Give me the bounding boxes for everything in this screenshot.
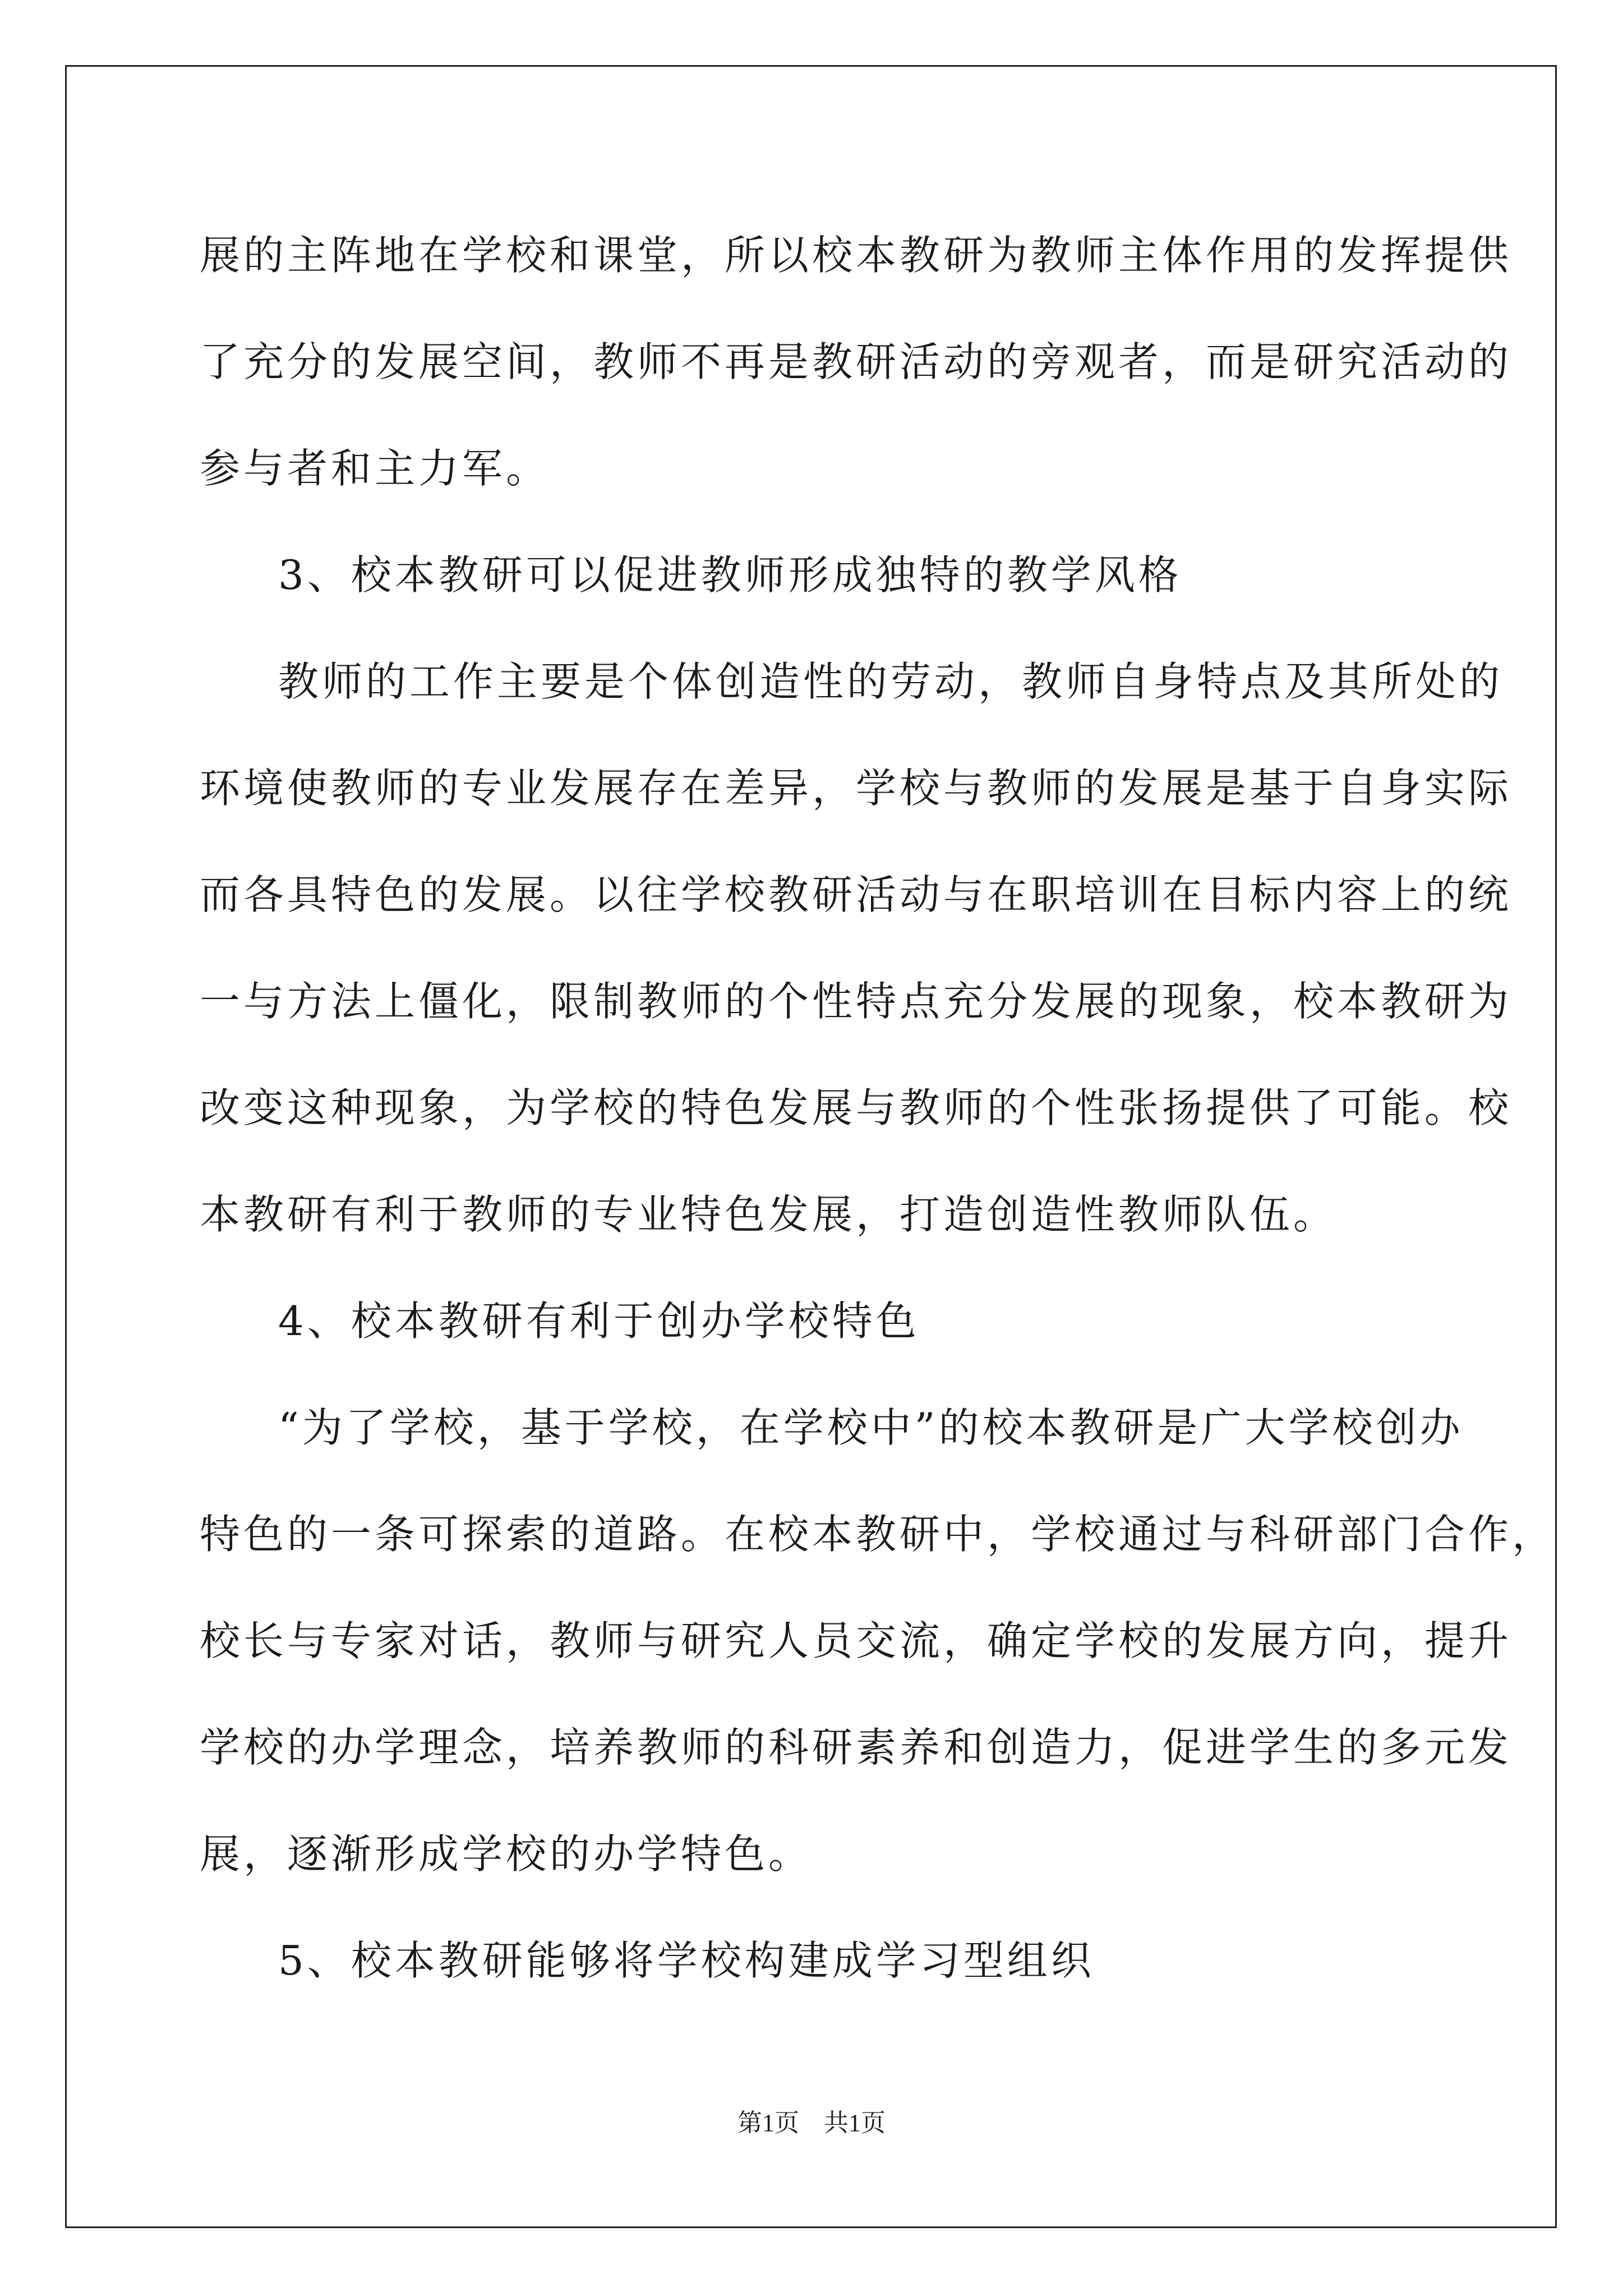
text-line: 环境使教师的专业发展存在差异，学校与教师的发展是基于自身实际 — [200, 765, 1513, 812]
paragraph-start: “为了学校，基于学校，在学校中”的校本教研是广大学校创办 — [278, 1404, 1464, 1451]
text-line: 而各具特色的发展。以往学校教研活动与在职培训在目标内容上的统 — [200, 871, 1513, 918]
document-body — [200, 202, 1556, 2014]
page-footer — [0, 2102, 1623, 2138]
section-heading-3: 3、校本教研可以促进教师形成独特的教学风格 — [278, 551, 1182, 599]
text-line: 改变这种现象，为学校的特色发展与教师的个性张扬提供了可能。校 — [200, 1084, 1513, 1131]
text-line: 参与者和主力军。 — [200, 445, 550, 492]
text-line: 展的主阵地在学校和课堂，所以校本教研为教师主体作用的发挥提供 — [200, 232, 1513, 279]
text-line: 展，逐渐形成学校的办学特色。 — [200, 1830, 813, 1878]
page-number: 第1页 — [737, 2109, 799, 2137]
section-heading-5: 5、校本教研能够将学校构建成学习型组织 — [278, 1937, 1095, 1984]
text-line: 学校的办学理念，培养教师的科研素养和创造力，促进学生的多元发 — [200, 1724, 1513, 1771]
page-total: 共1页 — [824, 2109, 886, 2137]
text-line: 一与方法上僵化，限制教师的个性特点充分发展的现象，校本教研为 — [200, 978, 1513, 1025]
section-heading-4: 4、校本教研有利于创办学校特色 — [278, 1297, 920, 1345]
text-line: 了充分的发展空间，教师不再是教研活动的旁观者，而是研究活动的 — [200, 338, 1513, 385]
text-line: 特色的一条可探索的道路。在校本教研中，学校通过与科研部门合作， — [200, 1511, 1556, 1558]
paragraph-start: 教师的工作主要是个体创造性的劳动，教师自身特点及其所处的 — [278, 658, 1504, 705]
text-line: 校长与专家对话，教师与研究人员交流，确定学校的发展方向，提升 — [200, 1617, 1513, 1664]
text-line: 本教研有利于教师的专业特色发展，打造创造性教师队伍。 — [200, 1191, 1338, 1238]
